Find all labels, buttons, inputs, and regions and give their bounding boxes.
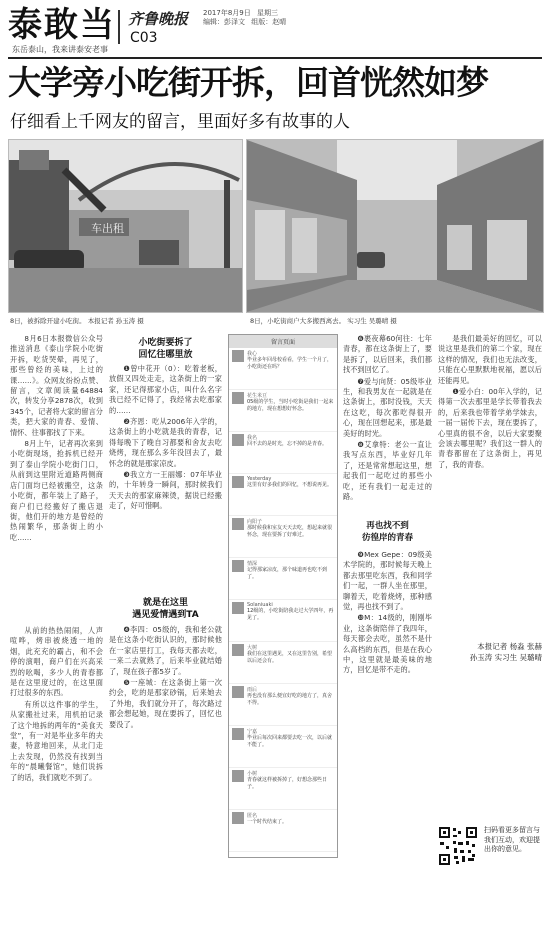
comment-text: 记得那家凉皮，那个味道再也吃不到了。 — [247, 567, 328, 580]
message-list — [229, 348, 337, 852]
comment-item — [229, 348, 337, 390]
paragraph: 8月6日本报微信公众号推送消息《泰山学院小吃街开拆，吃货哭晕，再见了，那些曾经的美味，上过的课……》。众网友纷纷点赞、留言，文章阅读量64884次，转发分享2878次，收到345个，记者将大家的留言分类，把大家的青春、爱情、情怀、往事都找了下来。 — [10, 334, 103, 437]
comments-block — [109, 625, 222, 865]
page-number: C03 — [130, 30, 158, 46]
avatar — [232, 602, 244, 614]
comments-block — [109, 364, 222, 588]
avatar — [232, 728, 244, 740]
comment-author: 小树 — [247, 771, 258, 777]
comment-text: 一个时代结束了。 — [247, 819, 288, 825]
comment-body — [247, 644, 334, 681]
paragraph: 是我们最美好的回忆，可以说这里是我们的第二个家，现在这样的情况，我们也无法改变，只能在心里默默地祝福，愿以后还能再见。 — [438, 334, 542, 385]
comment-author: 雨后 — [247, 687, 258, 693]
paragraph: ❽艾拿特：老公一直让我写点东西，毕业好几年了，还是常常想起这里，想起我们一起吃过的那些小吃，还有我们一起走过的路。 — [343, 440, 432, 502]
comment-text: 12级的，小吃街陪我走过大学四年，再见了。 — [247, 608, 334, 621]
layout-credit: 组版：赵晴 — [251, 18, 287, 26]
comment-item — [229, 642, 337, 684]
reporter-credits: 本报记者 杨淼 张赫 孙玉涛 实习生 吴璐晴 — [469, 642, 542, 662]
paragraph: ❶曾中花开（0）：吃着老板，放假又四处走走，这条街上的一家家，还记得那家小店，叫什么名字我已经不记得了，我经常去吃那家的…… — [109, 364, 222, 415]
section-heading — [109, 337, 222, 361]
comment-text: 毕业多年回母校看看，学生一个月了，小吃街还在吗？ — [247, 357, 333, 370]
masthead-meta — [203, 9, 290, 27]
comment-body — [247, 560, 334, 597]
qr-caption: 扫码看更多留言与我们互动，欢迎提出你的意见。 — [484, 826, 540, 853]
comment-author: Solaniuaki — [247, 602, 273, 608]
comment-item — [229, 516, 337, 558]
avatar — [232, 392, 244, 404]
avatar — [232, 644, 244, 656]
avatar — [232, 812, 244, 824]
photo-caption: 8日，小吃街商户大多搬西离去。 实习生 吴璐晴 摄 — [250, 317, 397, 325]
comment-author: 匿名 — [247, 813, 258, 819]
comment-item — [229, 390, 337, 432]
street-photo-graphic — [247, 140, 543, 312]
paragraph: ❺一座城：在这条街上第一次约会，吃的是那家砂锅，后来她去了外地，我们就分开了，每次路过都会想起她，现在要拆了，回忆也要没了。 — [109, 678, 222, 729]
paragraph: ❸我立方一王丽娜：07年毕业的，十年转身一瞬间，那时候我们天天去的那家麻辣烫，据说已经搬走了，好可惜啊。 — [109, 470, 222, 511]
paragraph: ❶爱小白：00年入学的，记得第一次去那里是学长带着我去的，后来我也带着学弟学妹去，一届一届传下去，现在要拆了，心里真的很不舍，以后大家要聚会该去哪里呢？我们这一群人的青春都留在了这条街上，再见了，我的青春。 — [438, 387, 542, 469]
comment-item — [229, 600, 337, 642]
section-heading-text: 就是在这里 遇见爱情遇到TA — [132, 598, 199, 620]
comment-body — [247, 770, 334, 807]
comment-text: 毕业后每次回来都要去吃一次，以后就不能了。 — [247, 735, 333, 748]
comments-block — [343, 334, 432, 516]
demolition-photo-graphic — [9, 140, 242, 312]
comment-text: 回不去的是时光，忘不掉的是青春。 — [247, 441, 328, 447]
brand-slogan: 东岳泰山，我来讲泰安老事 — [12, 45, 108, 54]
section-brand: 泰敢当 — [8, 5, 116, 45]
paragraph: 有所以这件事的学生，从家搬社过来，用机拍记录了这个地拆的两年的“美食天堂”，有一对是毕业多年的夫妻，特意地回来，从北门走上去发现，仍然没有找到当年的“晨曦餐馆”，她们说拆了的话，我们就吃不到了。 — [10, 699, 103, 782]
section-heading-text: 小吃街要拆了 回忆往哪里放 — [138, 338, 193, 360]
comment-item — [229, 684, 337, 726]
comment-author: 我名 — [247, 435, 258, 441]
comments-block — [438, 334, 542, 636]
comment-body — [247, 686, 334, 723]
comment-item — [229, 558, 337, 600]
comment-body — [247, 350, 334, 387]
section-heading-text: 再也找不到 彷徨岸的青春 — [361, 521, 413, 543]
paragraph: ❷齐恩：吃从2006年入学的，这条街上的小吃就是我的青春，记得每晚下了晚自习都要和舍友去吃烧烤，现在那么多年没回去了，最怀念的就是那家凉皮。 — [109, 417, 222, 468]
comment-body — [247, 392, 334, 429]
paragraph: 从前的热热闹闹，人声喧哗，烤串被烧透一地的烟，此充充的霸占，和不会停的演唱，商户们在兴高采烈的吆喝，多少人的青春都是在这里度过的，在这里面打过很多的东西。 — [10, 626, 103, 698]
comment-item — [229, 726, 337, 768]
qr-code[interactable] — [438, 826, 478, 866]
comment-text: 这里有好多我们的回忆，不想说再见。 — [247, 482, 333, 488]
comment-author: 花生米豆 — [247, 393, 268, 399]
comment-body — [247, 728, 334, 765]
wechat-comments-screenshot — [228, 334, 338, 858]
paragraph: ❿M：14级的，刚刚毕业，这条街陪伴了我四年，每天都会去吃，虽然不是什么高档的东西，但是在我心中，这里就是最美味的地方，回忆是带不走的。 — [343, 613, 432, 675]
newspaper-logo: 齐鲁晚报 — [128, 10, 189, 28]
article-intro-continued — [10, 626, 103, 856]
comment-body — [247, 518, 334, 555]
avatar — [232, 518, 244, 530]
comment-item — [229, 432, 337, 474]
issue-weekday: 星期三 — [256, 9, 278, 17]
comments-block — [343, 550, 432, 880]
comment-item — [229, 768, 337, 810]
article-intro — [10, 334, 103, 624]
comment-author: 宁嘉 — [247, 729, 258, 735]
comment-author: 向阳子 — [247, 519, 263, 525]
comment-body — [247, 812, 334, 849]
avatar — [232, 434, 244, 446]
comment-author: 大树 — [247, 645, 258, 651]
section-heading — [343, 520, 432, 544]
street-photo — [246, 139, 544, 313]
comment-author: Yesterday — [247, 476, 272, 482]
comment-text: 那时候我和室友天天去吃，想起来就很怀念，现在要拆了好难过。 — [247, 525, 333, 538]
photo-sign-text: 车出租 — [91, 222, 124, 235]
comment-author: 情深 — [247, 561, 258, 567]
avatar — [232, 350, 244, 362]
avatar — [232, 476, 244, 488]
masthead-divider — [118, 10, 120, 44]
avatar — [232, 770, 244, 782]
comment-item — [229, 474, 337, 516]
comment-body — [247, 434, 334, 471]
comment-text: 我们在这里遇见，又在这里告别，希望以后还会有。 — [247, 651, 333, 664]
comment-item — [229, 810, 337, 852]
headline: 大学旁小吃街开拆，回首恍然如梦 — [8, 63, 488, 102]
paragraph: ❼爱与向贤：05级毕业生，和我男友在一起就是在这条街上，那时没钱，天天在这吃，每次都吃得很开心，现在回想起来，那是最美好的时光。 — [343, 376, 432, 438]
paragraph: 8月上午，记者再次来到小吃街现场，抢拆机已经开到了泰山学院小吃街门口，从前到这里附近道路两侧商店门面均已经被搬空，这条小吃街，都年装上了路子，商户们已经搬好了搬店退街，他们开的地方是曾经的热闹繁华，那条街上的小吃…… — [10, 439, 103, 542]
comment-body — [247, 602, 334, 639]
demolition-photo — [8, 139, 243, 313]
section-heading — [109, 597, 222, 621]
comment-text: 青春就这样被拆掉了，好想念那些日子。 — [247, 777, 328, 790]
paragraph: ❹李四：05级的，我和老公就是在这条小吃街认识的，那时候他在一家店里打工，我每天都去吃，一来二去就熟了，后来毕业就结婚了，现在孩子都5岁了。 — [109, 625, 222, 676]
issue-date: 2017年8月9日 — [203, 9, 251, 17]
masthead-rule — [8, 57, 542, 59]
subheadline: 仔细看上千网友的留言，里面好多有故事的人 — [10, 112, 350, 132]
comment-body — [247, 476, 334, 513]
avatar — [232, 560, 244, 572]
paragraph: ❾Mex Gepe：09级美术学院的，那时候每天晚上都去那里吃东西，我和同学们一起，一群人坐在那里，聊着天，吃着烧烤，那种感觉，再也找不到了。 — [343, 550, 432, 612]
avatar — [232, 686, 244, 698]
comment-author: 我心 — [247, 351, 258, 357]
photo-caption: 8日，被拆除开建小吃街。 本报记者 孙玉涛 摄 — [10, 317, 144, 325]
qr-code-icon — [438, 826, 478, 866]
screenshot-header: 留言页面 — [229, 335, 337, 348]
comment-text: 05级的学生，当时小吃街是我们一起来的地方，现在想想好怀念。 — [247, 399, 334, 412]
comment-text: 再也没有那么便宜好吃的地方了，真舍不得。 — [247, 693, 333, 706]
paragraph: ❻裹夜幕60何往：七年青春，都在这条街上了，要是拆了，以后回来，我们都找不到回忆了。 — [343, 334, 432, 375]
editor-credit: 编辑：彭泽文 — [203, 18, 245, 26]
